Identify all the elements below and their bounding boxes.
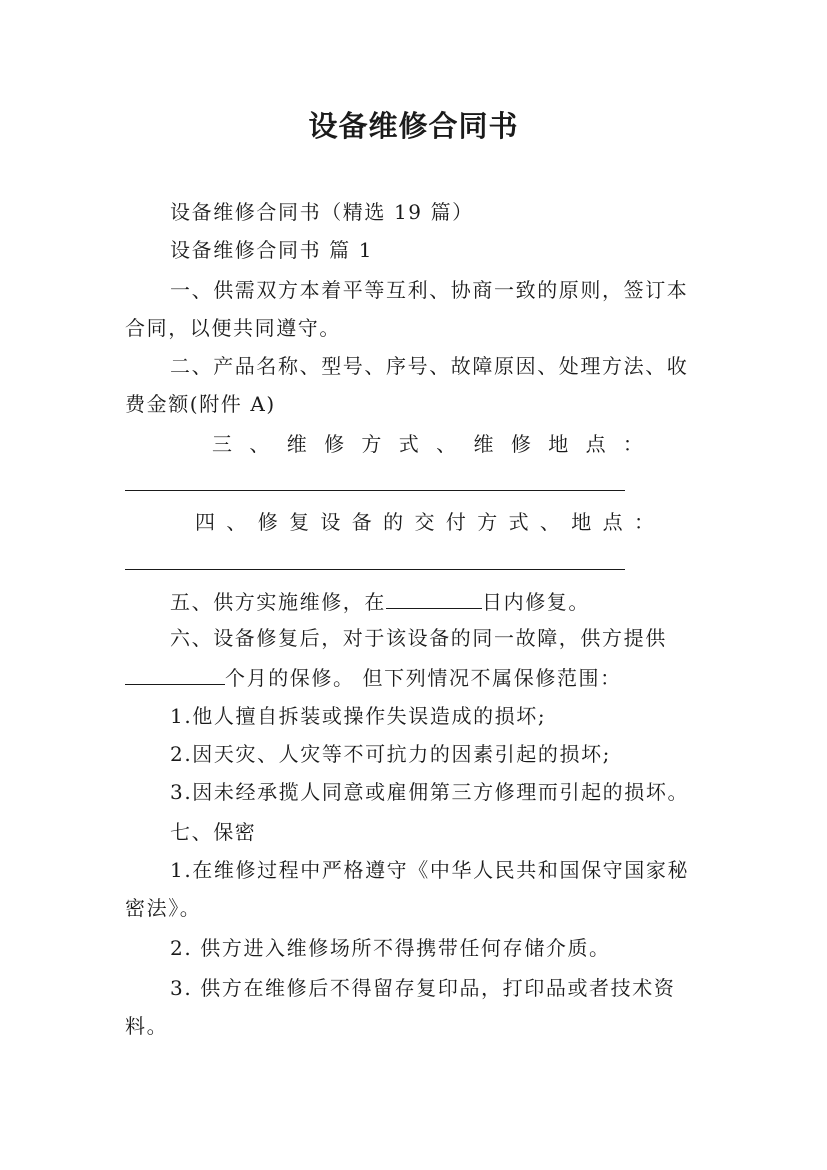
exclusion-item-2: 2.因天灾、人灾等不可抗力的因素引起的损坏; xyxy=(170,742,612,766)
clause-6-line-1: 六、设备修复后，对于该设备的同一故障，供方提供 xyxy=(170,626,667,650)
clause-1-line-1: 一、供需双方本着平等互利、协商一致的原则，签订本 xyxy=(170,278,689,302)
clause-4-text: 四 、 修 复 设 备 的 交 付 方 式 、 地 点 ： xyxy=(195,510,655,534)
clause-7-item-3-line-1: 3. 供方在维修后不得留存复印品，打印品或者技术资 xyxy=(170,976,676,1000)
clause-7-item-2: 2. 供方进入维修场所不得携带任何存储介质。 xyxy=(170,936,611,960)
clause-5 xyxy=(170,590,590,612)
clause-7-item-3-line-2: 料。 xyxy=(125,1014,169,1038)
clause-3-text: 三 、 维 修 方 式 、 维 修 地 点 ： xyxy=(212,432,643,456)
blank-line-delivery-location xyxy=(125,569,625,570)
clause-6-line-2 xyxy=(125,666,622,688)
clause-7-heading: 七、保密 xyxy=(170,820,257,844)
exclusion-item-3: 3.因未经承揽人同意或雇佣第三方修理而引起的损坏。 xyxy=(170,780,690,804)
clause-2-line-2: 费金额(附件 A) xyxy=(125,392,276,416)
clause-3 xyxy=(212,434,643,454)
clause-6-line-2-text: 个月的保修。 但下列情况不属保修范围： xyxy=(225,666,622,690)
blank-months xyxy=(125,666,225,685)
subtitle: 设备维修合同书（精选 19 篇） xyxy=(170,200,474,224)
blank-line-maintenance-location xyxy=(125,490,625,491)
exclusion-item-1: 1.他人擅自拆装或操作失误造成的损坏; xyxy=(170,704,547,728)
clause-5-post: 日内修复。 xyxy=(482,590,590,614)
document-title: 设备维修合同书 xyxy=(308,109,519,143)
section-heading: 设备维修合同书 篇 1 xyxy=(170,238,374,262)
clause-4 xyxy=(195,512,654,532)
clause-5-pre: 五、供方实施维修，在 xyxy=(170,590,386,614)
clause-1-line-2: 合同，以便共同遵守。 xyxy=(125,316,341,340)
clause-2-line-1: 二、产品名称、型号、序号、故障原因、处理方法、收 xyxy=(170,354,689,378)
clause-7-item-1-line-2: 密法》。 xyxy=(125,896,202,920)
blank-days xyxy=(386,590,482,609)
clause-7-item-1-line-1: 1.在维修过程中严格遵守《中华人民共和国保守国家秘 xyxy=(170,858,690,882)
